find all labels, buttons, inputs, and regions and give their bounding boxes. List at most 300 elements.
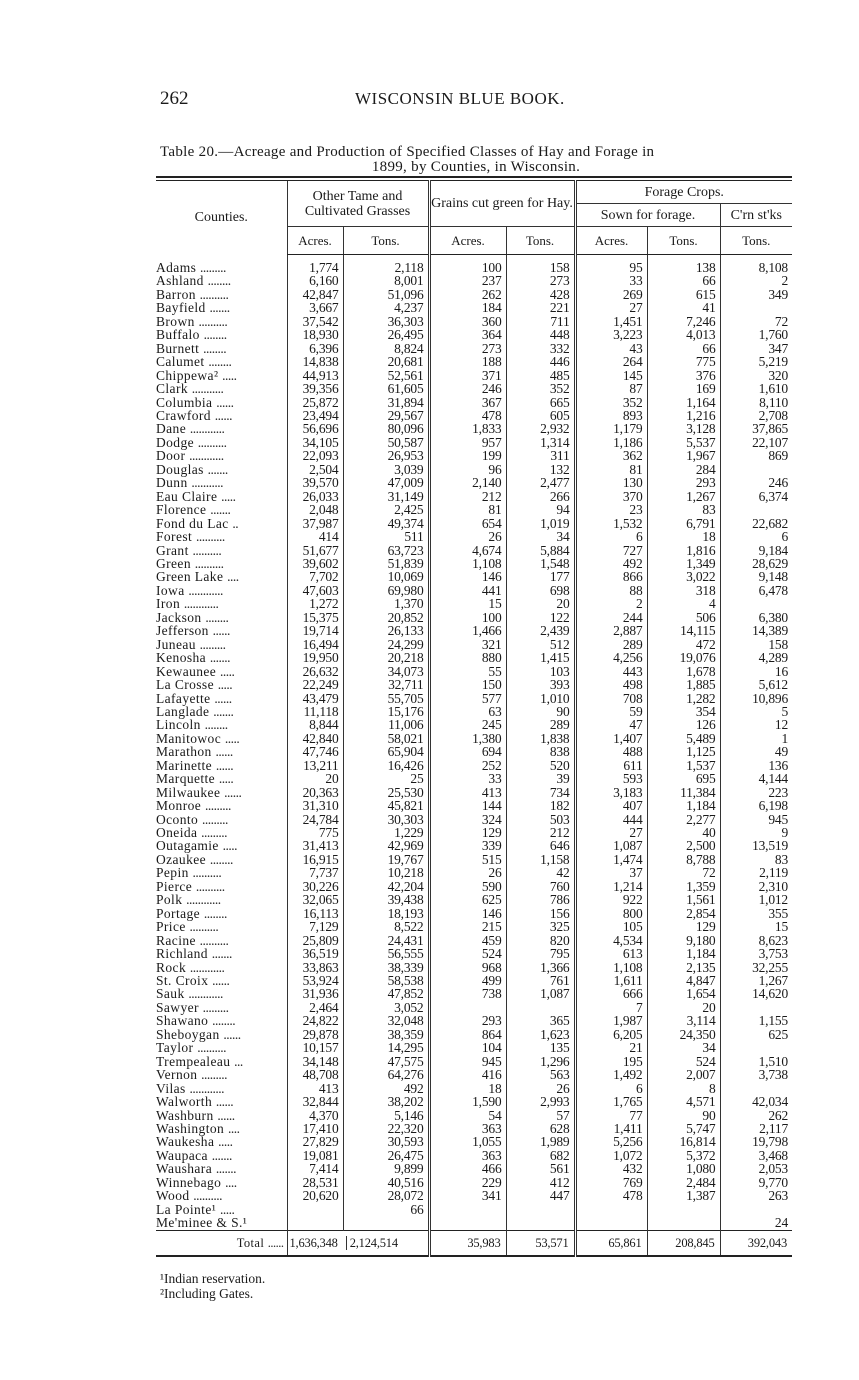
cell-cornstalks-tons: 15 [720,920,792,933]
cell-sown-tons: 1,359 [647,880,720,893]
cell-cornstalks-tons: 223 [720,786,792,799]
cell-sown-acres: 6,205 [575,1028,647,1041]
leader-dots: ......... [199,636,226,652]
county-cell [156,1001,287,1014]
cell-cornstalks-tons: 2,117 [720,1122,792,1135]
cell-other-acres: 19,950 [287,651,343,664]
cell-sown-tons: 126 [647,718,720,731]
county-cell [156,1135,287,1148]
cell-sown-acres: 3,183 [575,786,647,799]
cell-other-tons: 4,237 [343,301,429,314]
cell-grains-tons: 393 [506,678,575,691]
county-name: Green Lake [156,569,224,585]
cell-other-tons: 20,852 [343,611,429,624]
cell-other-tons: 47,852 [343,987,429,1000]
leader-dots: ...... [212,623,230,639]
cell-other-tons: 40,516 [343,1176,429,1189]
cell-cornstalks-tons: 945 [720,813,792,826]
table-row [156,866,792,879]
cell-other-acres: 25,809 [287,934,343,947]
cell-sown-acres: 1,451 [575,315,647,328]
leader-dots: ...... [214,407,232,423]
table-row [156,517,792,530]
table-row [156,597,792,610]
cell-other-acres: 11,118 [287,705,343,718]
cell-other-acres: 32,844 [287,1095,343,1108]
cell-other-acres: 4,370 [287,1109,343,1122]
cell-other-tons: 2,118 [343,255,429,275]
county-name: Pierce [156,878,193,894]
county-cell [156,557,287,570]
leader-dots: ...... [215,744,233,760]
cell-other-acres: 2,504 [287,463,343,476]
cell-other-tons: 20,681 [343,355,429,368]
table-row [156,396,792,409]
cell-grains-tons: 628 [506,1122,575,1135]
cell-other-tons: 8,522 [343,920,429,933]
cell-sown-acres: 59 [575,705,647,718]
leader-dots: ............ [189,959,225,975]
table-row [156,422,792,435]
cell-sown-acres: 1,987 [575,1014,647,1027]
cell-cornstalks-tons: 37,865 [720,422,792,435]
cell-cornstalks-tons: 6,374 [720,490,792,503]
cell-grains-tons: 1,623 [506,1028,575,1041]
cell-other-acres: 16,113 [287,907,343,920]
county-name: Langlade [156,703,210,719]
cell-sown-tons: 5,489 [647,732,720,745]
cell-sown-acres: 6 [575,530,647,543]
cell-sown-tons: 2,484 [647,1176,720,1189]
cell-other-acres: 10,157 [287,1041,343,1054]
cell-grains-tons: 485 [506,369,575,382]
cell-other-tons: 65,904 [343,745,429,758]
cell-grains-tons: 122 [506,611,575,624]
county-cell [156,651,287,664]
cell-other-acres: 6,160 [287,274,343,287]
cell-other-acres: 19,714 [287,624,343,637]
cell-other-tons: 24,431 [343,934,429,947]
leader-dots: ........ [203,340,227,356]
cell-grains-acres: 364 [429,328,506,341]
cell-other-acres: 26,632 [287,665,343,678]
cell-cornstalks-tons: 2,310 [720,880,792,893]
cell-grains-acres: 466 [429,1162,506,1175]
county-cell [156,490,287,503]
table-caption [160,145,792,175]
leader-dots: ............ [188,986,223,1002]
county-cell [156,530,287,543]
cell-other-acres: 26,033 [287,490,343,503]
cell-cornstalks-tons [720,1203,792,1216]
county-cell [156,987,287,1000]
header-tons: Tons. [506,227,575,255]
county-name: Iron [156,596,181,612]
cell-cornstalks-tons [720,597,792,610]
cell-grains-acres: 1,590 [429,1095,506,1108]
cell-grains-acres: 363 [429,1149,506,1162]
cell-grains-acres: 363 [429,1122,506,1135]
cell-sown-acres: 769 [575,1176,647,1189]
cell-grains-tons: 212 [506,826,575,839]
leader-dots: ........ [208,354,232,370]
cell-other-acres: 31,936 [287,987,343,1000]
county-cell [156,934,287,947]
cell-grains-tons: 786 [506,893,575,906]
cell-sown-tons: 4,571 [647,1095,720,1108]
county-cell [156,449,287,462]
county-name: Ozaukee [156,851,207,867]
leader-dots: ............ [189,421,225,437]
cell-grains-tons: 447 [506,1189,575,1202]
cell-grains-acres: 1,466 [429,624,506,637]
cell-other-tons: 16,426 [343,759,429,772]
county-cell [156,517,287,530]
table-row [156,274,792,287]
cell-cornstalks-tons: 6,478 [720,584,792,597]
cell-other-acres: 51,677 [287,544,343,557]
cell-cornstalks-tons: 9,184 [720,544,792,557]
cell-sown-acres: 2 [575,597,647,610]
cell-sown-tons: 3,022 [647,570,720,583]
cell-sown-tons: 3,128 [647,422,720,435]
cell-other-acres: 43,479 [287,692,343,705]
county-name: Washburn [156,1107,214,1123]
cell-cornstalks-tons: 8,108 [720,255,792,275]
cell-cornstalks-tons: 8,623 [720,934,792,947]
cell-other-tons: 55,705 [343,692,429,705]
cell-grains-acres: 625 [429,893,506,906]
county-name: Wood [156,1188,190,1204]
cell-sown-acres: 3,223 [575,328,647,341]
leader-dots: ...... [223,1026,241,1042]
cell-grains-acres: 654 [429,517,506,530]
cell-cornstalks-tons [720,503,792,516]
leader-dots: ...... [215,757,234,773]
leader-dots: ........ [207,273,231,289]
cell-grains-tons: 103 [506,665,575,678]
county-name: Rock [156,959,187,975]
leader-dots: ....... [209,650,230,666]
cell-sown-tons: 1,654 [647,987,720,1000]
cell-sown-tons: 169 [647,382,720,395]
cell-other-acres: 23,494 [287,409,343,422]
county-cell [156,826,287,839]
cell-cornstalks-tons: 9,770 [720,1176,792,1189]
leader-dots: .... [227,569,239,585]
cell-grains-tons: 448 [506,328,575,341]
county-cell [156,907,287,920]
cell-other-acres: 2,048 [287,503,343,516]
cell-sown-acres: 800 [575,907,647,920]
cell-grains-acres: 694 [429,745,506,758]
cell-other-acres: 22,093 [287,449,343,462]
cell-sown-acres: 1,186 [575,436,647,449]
cell-cornstalks-tons [720,463,792,476]
county-name: Vernon [156,1067,198,1083]
cell-cornstalks-tons: 6 [720,530,792,543]
leader-dots: ..... [224,730,240,746]
cell-grains-acres: 63 [429,705,506,718]
cell-sown-acres: 727 [575,544,647,557]
cell-sown-tons: 1,537 [647,759,720,772]
cell-sown-acres: 2,887 [575,624,647,637]
cell-sown-acres: 362 [575,449,647,462]
cell-other-acres: 28,531 [287,1176,343,1189]
leader-dots: .......... [199,286,229,302]
cell-cornstalks-tons: 246 [720,476,792,489]
total-label-text: Total [236,1235,265,1250]
cell-grains-acres: 26 [429,866,506,879]
cell-sown-tons: 129 [647,920,720,933]
cell-sown-acres: 922 [575,893,647,906]
county-cell [156,1162,287,1175]
county-name: Me'minee & S.¹ [156,1215,248,1231]
cell-grains-acres: 478 [429,409,506,422]
cell-other-tons: 32,048 [343,1014,429,1027]
caption-line-2: 1899, by Counties, in Wisconsin. [371,159,581,175]
cell-other-tons: 36,303 [343,315,429,328]
cell-grains-acres: 15 [429,597,506,610]
cell-other-tons: 38,359 [343,1028,429,1041]
cell-sown-acres: 289 [575,638,647,651]
county-name: Waupaca [156,1147,208,1163]
header-sown-for-forage: Sown for forage. [575,204,720,227]
leader-dots: .......... [192,542,222,558]
cell-sown-acres: 5,256 [575,1135,647,1148]
cell-grains-tons: 90 [506,705,575,718]
cell-sown-tons [647,1216,720,1230]
cell-other-tons: 2,425 [343,503,429,516]
cell-sown-acres: 407 [575,799,647,812]
county-cell [156,597,287,610]
cell-grains-acres: 321 [429,638,506,651]
cell-sown-tons: 138 [647,255,720,275]
cell-grains-acres: 129 [429,826,506,839]
leader-dots: ...... [215,1094,234,1110]
cell-other-tons: 52,561 [343,369,429,382]
cell-grains-tons: 325 [506,920,575,933]
cell-grains-acres: 515 [429,853,506,866]
table-row [156,503,792,516]
county-name: Sauk [156,986,185,1002]
cell-other-acres: 17,410 [287,1122,343,1135]
cell-sown-acres: 77 [575,1109,647,1122]
cell-sown-acres: 4,534 [575,934,647,947]
cell-grains-acres: 146 [429,907,506,920]
county-cell [156,342,287,355]
header-acres: Acres. [575,227,647,255]
county-name: Marathon [156,744,212,760]
table-row [156,718,792,731]
cell-grains-acres: 416 [429,1068,506,1081]
leader-dots: ........ [204,717,228,733]
leader-dots: ... [234,1053,243,1069]
cell-sown-acres: 1,532 [575,517,647,530]
cell-sown-acres: 708 [575,692,647,705]
cell-sown-acres: 611 [575,759,647,772]
cell-cornstalks-tons: 2,053 [720,1162,792,1175]
cell-other-tons: 15,176 [343,705,429,718]
cell-sown-acres: 7 [575,1001,647,1014]
cell-cornstalks-tons: 1,155 [720,1014,792,1027]
cell-cornstalks-tons: 5 [720,705,792,718]
header-counties: Counties. [194,210,248,226]
leader-dots: ........ [203,327,227,343]
county-cell [156,1176,287,1189]
cell-grains-acres: 273 [429,342,506,355]
cell-grains-acres: 246 [429,382,506,395]
table-row [156,826,792,839]
cell-sown-acres: 352 [575,396,647,409]
leader-dots: ......... [201,825,228,841]
cell-grains-tons: 135 [506,1041,575,1054]
leader-dots: ..... [219,663,235,679]
county-cell [156,288,287,301]
cell-grains-tons: 820 [506,934,575,947]
cell-other-tons: 10,218 [343,866,429,879]
cell-sown-tons: 1,125 [647,745,720,758]
cell-other-tons: 51,096 [343,288,429,301]
cell-cornstalks-tons: 6,198 [720,799,792,812]
cell-other-tons: 10,069 [343,570,429,583]
county-name: Sawyer [156,999,199,1015]
county-name: Price [156,919,186,935]
cell-cornstalks-tons: 355 [720,907,792,920]
cell-sown-acres: 27 [575,301,647,314]
cell-grains-acres: 184 [429,301,506,314]
leader-dots: ..... [219,1201,235,1217]
leader-dots: ....... [211,1147,232,1163]
county-name: Taylor [156,1040,194,1056]
cell-other-acres: 42,847 [287,288,343,301]
county-cell [156,476,287,489]
county-cell [156,382,287,395]
county-name: La Crosse [156,677,214,693]
cell-other-tons: 63,723 [343,544,429,557]
cell-sown-tons: 1,267 [647,490,720,503]
cell-grains-tons: 2,439 [506,624,575,637]
county-name: Richland [156,946,208,962]
cell-grains-tons: 520 [506,759,575,772]
cell-sown-tons: 1,678 [647,665,720,678]
cell-cornstalks-tons: 12 [720,718,792,731]
cell-other-tons: 42,204 [343,880,429,893]
table-row [156,678,792,691]
cell-sown-acres: 488 [575,745,647,758]
county-name: Milwaukee [156,784,221,800]
cell-cornstalks-tons: 347 [720,342,792,355]
cell-sown-tons: 1,816 [647,544,720,557]
leader-dots: ...... [214,690,232,706]
cell-sown-tons: 34 [647,1041,720,1054]
cell-sown-tons: 4,847 [647,974,720,987]
header-tons: Tons. [720,227,792,255]
table-row [156,893,792,906]
cell-sown-acres: 666 [575,987,647,1000]
table-row [156,853,792,866]
cell-cornstalks-tons: 263 [720,1189,792,1202]
county-name: Jefferson [156,623,209,639]
table-row [156,1135,792,1148]
cell-sown-acres: 1,765 [575,1095,647,1108]
cell-other-acres: 15,375 [287,611,343,624]
cell-grains-tons: 289 [506,718,575,731]
cell-sown-tons: 284 [647,463,720,476]
leader-dots: ...... [217,1107,235,1123]
cell-grains-tons: 1,296 [506,1055,575,1068]
cell-sown-tons: 8,788 [647,853,720,866]
cell-other-acres: 39,570 [287,476,343,489]
cell-grains-acres: 945 [429,1055,506,1068]
cell-other-acres: 27,829 [287,1135,343,1148]
cell-sown-acres: 1,179 [575,422,647,435]
cell-grains-acres: 81 [429,503,506,516]
cell-cornstalks-tons: 349 [720,288,792,301]
county-name: Marinette [156,757,213,773]
cell-other-tons: 3,039 [343,463,429,476]
cell-sown-acres: 1,072 [575,1149,647,1162]
cell-grains-acres: 367 [429,396,506,409]
cell-other-acres: 31,413 [287,839,343,852]
cell-sown-acres [575,1216,647,1230]
cell-sown-acres: 370 [575,490,647,503]
table-row [156,1189,792,1202]
table-row [156,907,792,920]
county-cell [156,463,287,476]
total-row [156,1230,792,1256]
cell-sown-tons: 1,561 [647,893,720,906]
cell-sown-acres: 1,407 [575,732,647,745]
table-row [156,463,792,476]
cell-other-acres: 1,774 [287,255,343,275]
total-sown-tons: 208,845 [647,1230,720,1256]
cell-grains-tons: 156 [506,907,575,920]
cell-grains-acres [429,1203,506,1216]
cell-other-acres: 18,930 [287,328,343,341]
cell-grains-acres: 54 [429,1109,506,1122]
table-row [156,315,792,328]
table-row [156,974,792,987]
cell-sown-tons: 5,747 [647,1122,720,1135]
cell-other-acres: 37,987 [287,517,343,530]
county-name: Ashland [156,273,204,289]
cell-grains-tons: 512 [506,638,575,651]
table-row [156,651,792,664]
county-cell [156,1122,287,1135]
cell-grains-tons: 646 [506,839,575,852]
cell-other-tons: 25,530 [343,786,429,799]
county-name: Burnett [156,340,200,356]
leader-dots: ......... [201,1067,228,1083]
cell-grains-tons: 39 [506,772,575,785]
leader-dots: ........ [205,609,229,625]
cell-sown-tons: 695 [647,772,720,785]
cell-other-tons: 80,096 [343,422,429,435]
cell-grains-tons: 1,314 [506,436,575,449]
table-row [156,745,792,758]
cell-other-acres: 56,696 [287,422,343,435]
county-cell [156,1095,287,1108]
county-name: Jackson [156,609,202,625]
county-name: Sheboygan [156,1026,220,1042]
cell-sown-tons: 90 [647,1109,720,1122]
table-row [156,611,792,624]
cell-other-acres: 16,915 [287,853,343,866]
cell-other-tons: 26,495 [343,328,429,341]
cell-grains-acres: 215 [429,920,506,933]
county-name: Barron [156,286,196,302]
